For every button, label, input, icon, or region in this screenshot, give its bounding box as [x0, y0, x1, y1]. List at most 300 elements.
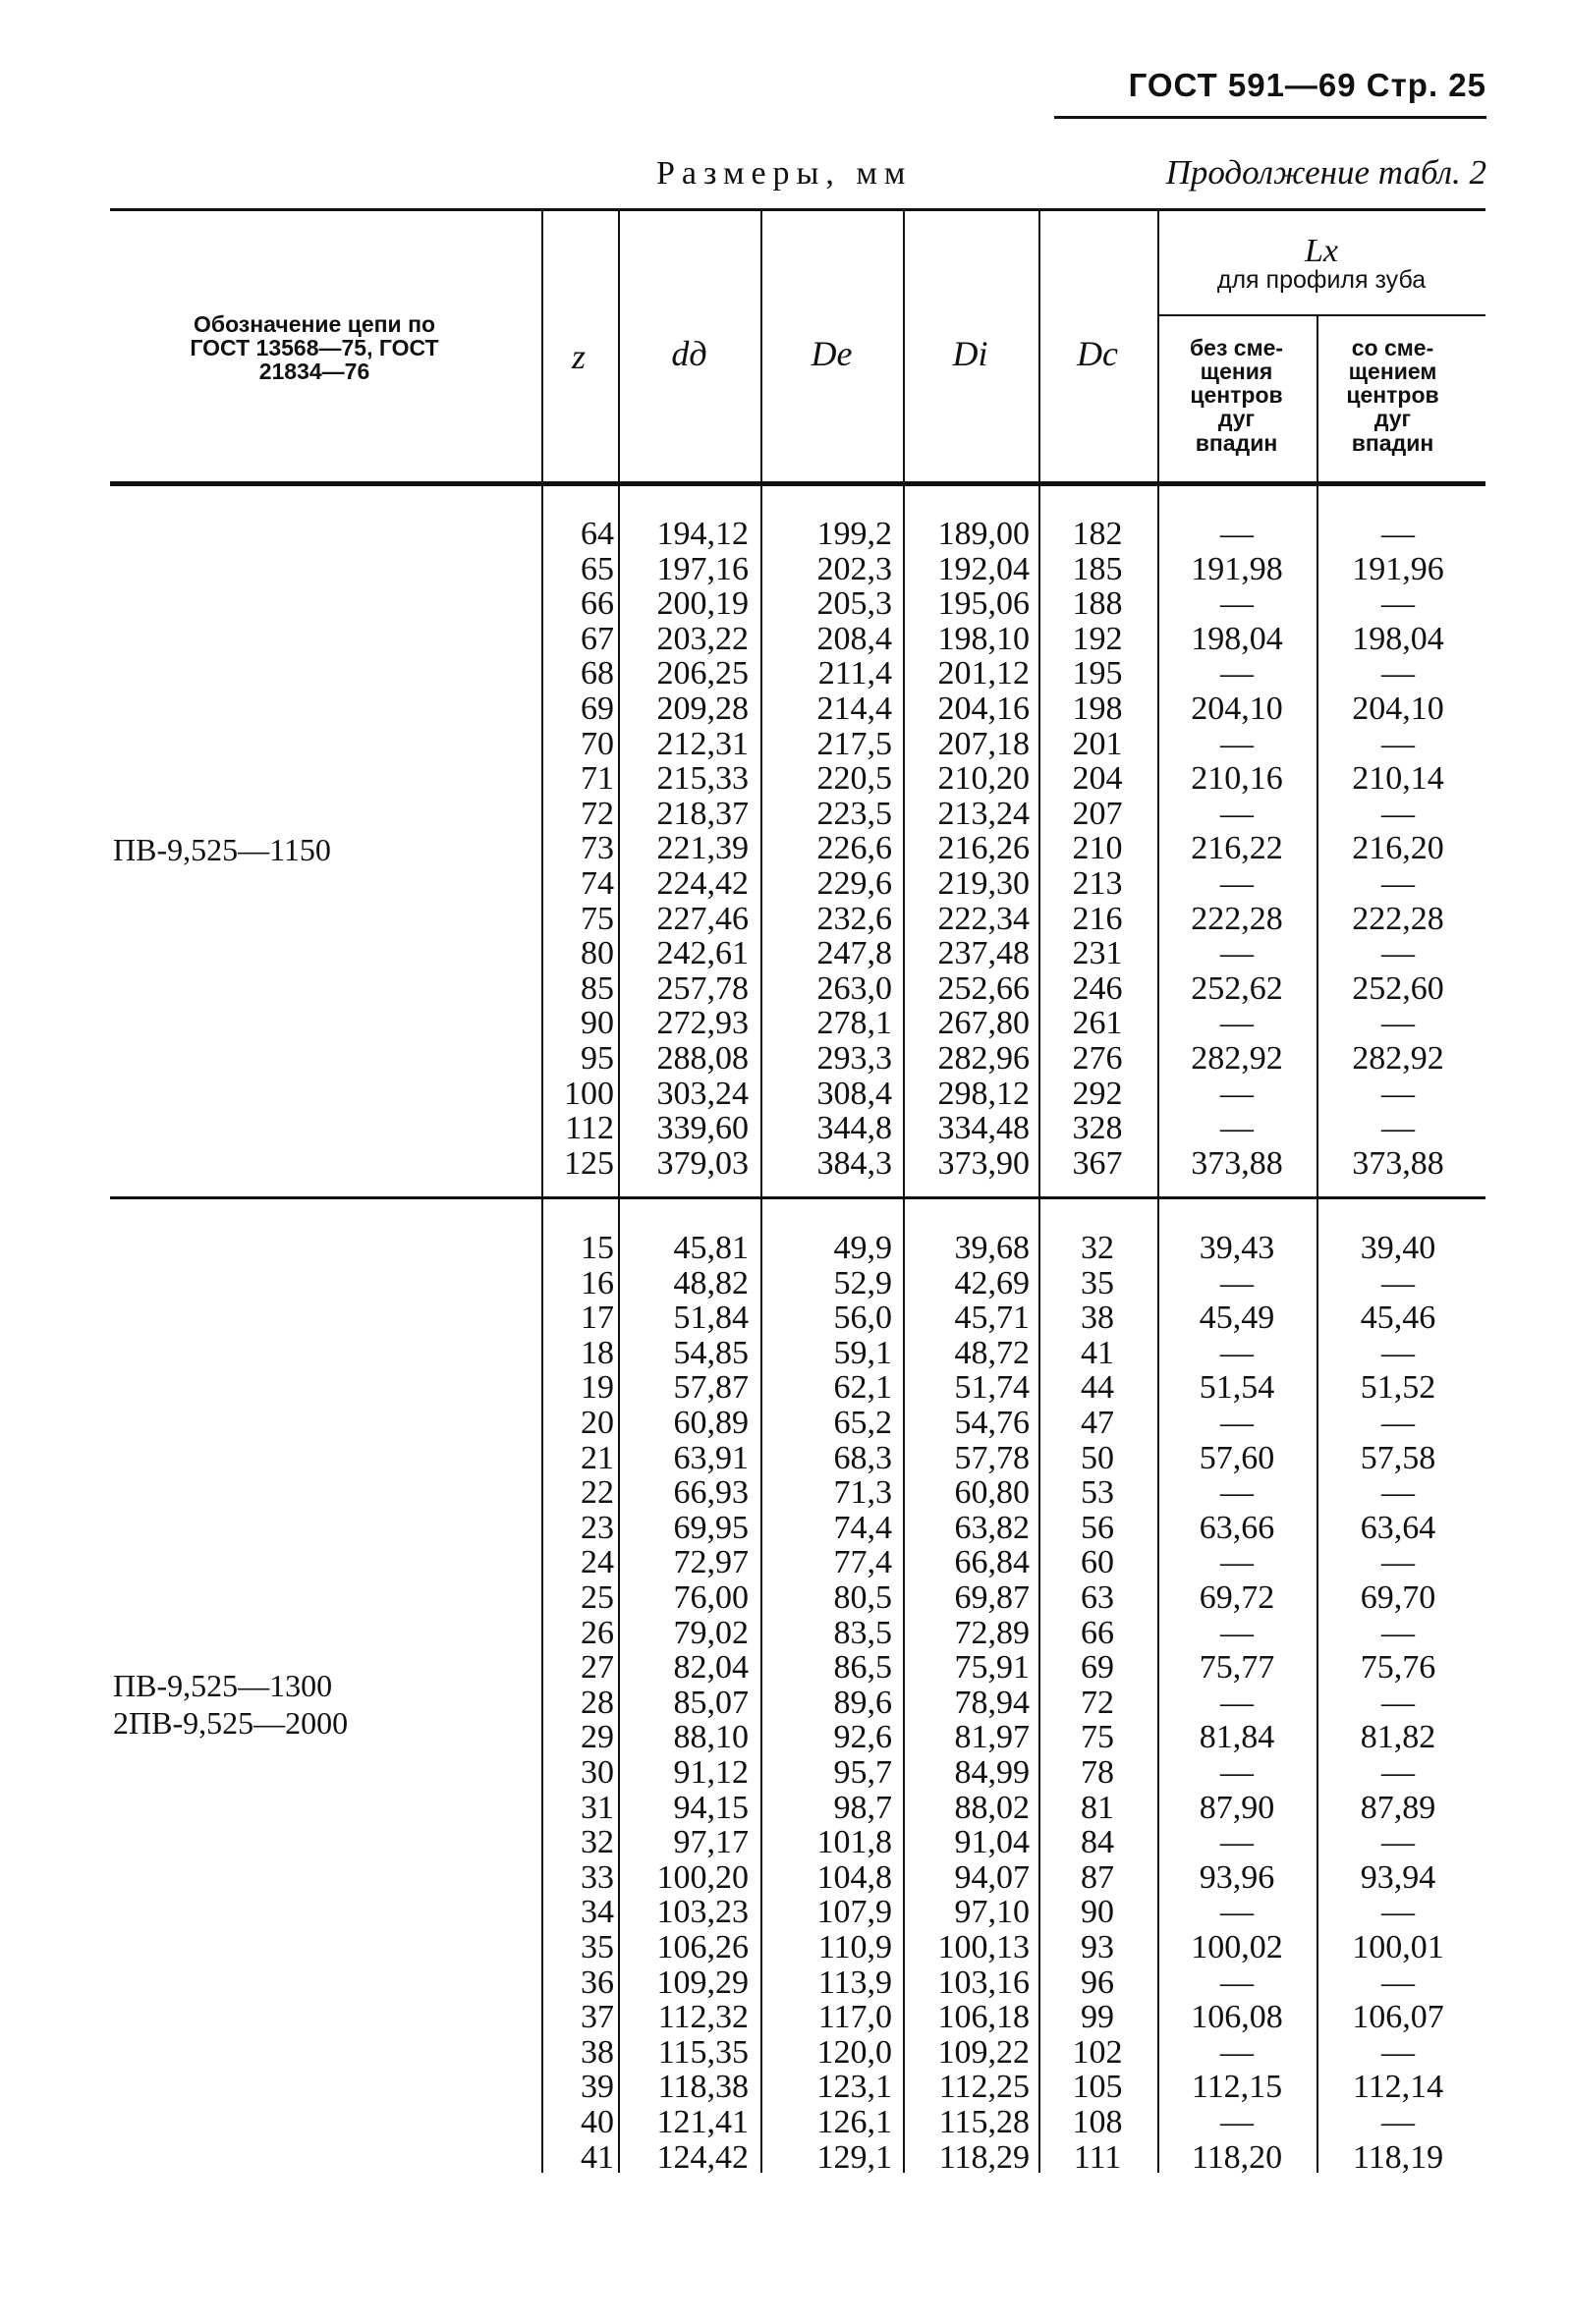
dd-header: dд — [671, 334, 707, 373]
cell-de: 278,1 — [816, 1005, 892, 1042]
cell-di: 100,13 — [937, 1929, 1030, 1965]
cell-lx-offset: — — [1381, 1474, 1415, 1512]
cell-dd: 339,60 — [656, 1110, 749, 1147]
cell-dc: 87 — [1081, 1858, 1114, 1896]
cell-lx-no-offset: 198,04 — [1191, 620, 1283, 657]
chain-designation: ПВ-9,525—1150 — [113, 832, 331, 868]
cell-lx-no-offset: — — [1220, 2033, 1254, 2071]
cell-lx-no-offset: — — [1220, 1894, 1254, 1931]
cell-lx-no-offset: 93,96 — [1199, 1858, 1275, 1896]
cell-di: 48,72 — [954, 1334, 1030, 1371]
cell-dd: 76,00 — [673, 1579, 749, 1616]
cell-dd: 218,37 — [656, 795, 749, 832]
cell-di: 39,68 — [954, 1230, 1030, 1266]
cell-z: 38 — [581, 2033, 614, 2071]
cell-lx-offset: 57,58 — [1360, 1439, 1436, 1476]
table-top-rule — [110, 208, 1485, 211]
cell-dc: 60 — [1081, 1544, 1114, 1581]
cell-lx-no-offset: 100,02 — [1191, 1929, 1283, 1965]
cell-dc: 105 — [1072, 2069, 1123, 2106]
cell-lx-no-offset: 39,43 — [1199, 1230, 1275, 1266]
cell-z: 100 — [564, 1075, 614, 1112]
cell-z: 69 — [581, 691, 614, 727]
cell-de: 229,6 — [816, 865, 892, 902]
di-header: Di — [952, 334, 988, 373]
cell-dd: 203,22 — [656, 620, 749, 657]
cell-di: 78,94 — [954, 1684, 1030, 1721]
cell-di: 201,12 — [937, 655, 1030, 692]
cell-lx-no-offset: — — [1220, 1334, 1254, 1371]
cell-de: 80,5 — [833, 1579, 892, 1616]
cell-di: 213,24 — [937, 795, 1030, 832]
cell-dd: 69,95 — [673, 1509, 749, 1546]
cell-z: 40 — [581, 2104, 614, 2140]
cell-di: 97,10 — [954, 1894, 1030, 1931]
cell-z: 19 — [581, 1369, 614, 1407]
cell-dd: 197,16 — [656, 550, 749, 587]
cell-dd: 206,25 — [656, 655, 749, 692]
cell-lx-no-offset: 222,28 — [1191, 900, 1283, 937]
cell-di: 106,18 — [937, 1999, 1030, 2036]
cell-lx-no-offset: 75,77 — [1199, 1649, 1275, 1687]
document-reference: ГОСТ 591—69 Стр. 25 — [1128, 67, 1486, 103]
cell-lx-no-offset: — — [1220, 1684, 1254, 1721]
cell-di: 222,34 — [937, 900, 1030, 937]
cell-z: 72 — [581, 795, 614, 832]
cell-dd: 88,10 — [673, 1719, 749, 1756]
cell-lx-offset: 100,01 — [1352, 1929, 1444, 1965]
cell-lx-no-offset: 106,08 — [1191, 1999, 1283, 2036]
cell-dd: 212,31 — [656, 725, 749, 762]
cell-dc: 56 — [1081, 1509, 1114, 1546]
cell-di: 109,22 — [937, 2033, 1030, 2071]
cell-dc: 66 — [1081, 1614, 1114, 1651]
cell-dd: 82,04 — [673, 1649, 749, 1687]
cell-dc: 35 — [1081, 1264, 1114, 1301]
cell-di: 207,18 — [937, 725, 1030, 762]
col-line-dc — [1038, 210, 1040, 2173]
cell-lx-no-offset: — — [1220, 1264, 1254, 1301]
cell-z: 26 — [581, 1614, 614, 1651]
cell-de: 49,9 — [833, 1230, 892, 1266]
cell-lx-offset: — — [1381, 1334, 1415, 1371]
cell-lx-offset: — — [1381, 655, 1415, 692]
cell-z: 37 — [581, 1999, 614, 2036]
cell-dc: 81 — [1081, 1789, 1114, 1826]
cell-dc: 38 — [1081, 1300, 1114, 1337]
cell-lx-no-offset: — — [1220, 1405, 1254, 1441]
cell-de: 92,6 — [833, 1719, 892, 1756]
cell-lx-offset: — — [1381, 1264, 1415, 1301]
cell-z: 29 — [581, 1719, 614, 1756]
cell-lx-no-offset: 81,84 — [1199, 1719, 1275, 1756]
cell-dc: 50 — [1081, 1439, 1114, 1476]
cell-dc: 108 — [1072, 2104, 1123, 2140]
cell-lx-no-offset: 210,16 — [1191, 760, 1283, 798]
cell-lx-offset: — — [1381, 1544, 1415, 1581]
cell-z: 67 — [581, 620, 614, 657]
cell-z: 33 — [581, 1858, 614, 1896]
cell-lx-offset: 204,10 — [1352, 691, 1444, 727]
cell-lx-offset: 191,96 — [1352, 550, 1444, 587]
cell-di: 198,10 — [937, 620, 1030, 657]
dc-header: Dс — [1077, 334, 1118, 373]
cell-di: 216,26 — [937, 830, 1030, 867]
cell-lx-no-offset: 57,60 — [1199, 1439, 1275, 1476]
cell-lx-offset: 87,89 — [1360, 1789, 1436, 1826]
cell-de: 74,4 — [833, 1509, 892, 1546]
cell-di: 219,30 — [937, 865, 1030, 902]
cell-lx-no-offset: — — [1220, 1964, 1254, 2001]
cell-dc: 111 — [1073, 2138, 1122, 2176]
cell-z: 71 — [581, 760, 614, 798]
cell-lx-no-offset: — — [1220, 865, 1254, 902]
cell-di: 88,02 — [954, 1789, 1030, 1826]
cell-dd: 115,35 — [657, 2033, 749, 2071]
cell-dc: 292 — [1072, 1075, 1123, 1112]
cell-lx-offset: — — [1381, 1405, 1415, 1441]
cell-dd: 54,85 — [673, 1334, 749, 1371]
cell-dc: 96 — [1081, 1964, 1114, 2001]
cell-di: 204,16 — [937, 691, 1030, 727]
cell-lx-no-offset: — — [1220, 2104, 1254, 2140]
cell-dd: 94,15 — [673, 1789, 749, 1826]
cell-de: 120,0 — [816, 2033, 892, 2071]
cell-lx-offset: 216,20 — [1352, 830, 1444, 867]
cell-di: 81,97 — [954, 1719, 1030, 1756]
cell-z: 41 — [581, 2138, 614, 2176]
cell-dc: 90 — [1081, 1894, 1114, 1931]
cell-dc: 69 — [1081, 1649, 1114, 1687]
cell-lx-offset: 118,19 — [1352, 2138, 1444, 2176]
cell-lx-offset: — — [1381, 2033, 1415, 2071]
cell-lx-offset: — — [1381, 865, 1415, 902]
cell-lx-offset: — — [1381, 795, 1415, 832]
cell-dd: 103,23 — [656, 1894, 749, 1931]
cell-dd: 57,87 — [673, 1369, 749, 1407]
cell-di: 57,78 — [954, 1439, 1030, 1476]
cell-lx-offset: — — [1381, 1894, 1415, 1931]
cell-dd: 63,91 — [673, 1439, 749, 1476]
cell-lx-offset: 282,92 — [1352, 1040, 1444, 1077]
cell-dd: 85,07 — [673, 1684, 749, 1721]
cell-z: 35 — [581, 1929, 614, 1965]
cell-lx-no-offset: 204,10 — [1191, 691, 1283, 727]
cell-de: 110,9 — [817, 1929, 892, 1965]
cell-de: 293,3 — [816, 1040, 892, 1077]
cell-dd: 194,12 — [656, 516, 749, 552]
cell-lx-offset: — — [1381, 725, 1415, 762]
cell-lx-offset: — — [1381, 1824, 1415, 1861]
cell-dd: 51,84 — [673, 1300, 749, 1337]
cell-de: 107,9 — [816, 1894, 892, 1931]
cell-lx-no-offset: 45,49 — [1199, 1300, 1275, 1337]
cell-lx-no-offset: — — [1220, 655, 1254, 692]
cell-di: 298,12 — [937, 1075, 1030, 1112]
cell-dd: 100,20 — [656, 1858, 749, 1896]
cell-lx-offset: — — [1381, 1754, 1415, 1791]
cell-dc: 72 — [1081, 1684, 1114, 1721]
cell-de: 263,0 — [816, 969, 892, 1007]
cell-z: 112 — [565, 1110, 614, 1147]
cell-dd: 45,81 — [673, 1230, 749, 1266]
cell-lx-offset: — — [1381, 1684, 1415, 1721]
cell-dd: 112,32 — [657, 1999, 749, 2036]
cell-di: 115,28 — [938, 2104, 1030, 2140]
units-label: Размеры, мм — [656, 155, 913, 192]
cell-di: 267,80 — [937, 1005, 1030, 1042]
cell-dc: 185 — [1072, 550, 1123, 587]
cell-de: 95,7 — [833, 1754, 892, 1791]
cell-z: 16 — [581, 1264, 614, 1301]
cell-dc: 195 — [1072, 655, 1123, 692]
cell-de: 68,3 — [833, 1439, 892, 1476]
cell-de: 126,1 — [816, 2104, 892, 2140]
header-bottom-rule — [110, 481, 1485, 486]
cell-de: 104,8 — [816, 1858, 892, 1896]
cell-lx-no-offset: — — [1220, 795, 1254, 832]
cell-lx-no-offset: — — [1220, 1614, 1254, 1651]
cell-dc: 213 — [1072, 865, 1123, 902]
cell-z: 15 — [581, 1230, 614, 1266]
cell-de: 56,0 — [833, 1300, 892, 1337]
cell-lx-offset: — — [1381, 935, 1415, 972]
designation-header: Обозначение цепи по ГОСТ 13568—75, ГОСТ 21834—76 — [190, 311, 439, 385]
cell-dd: 257,78 — [656, 969, 749, 1007]
cell-lx-no-offset: 63,66 — [1199, 1509, 1275, 1546]
cell-lx-no-offset: 282,92 — [1191, 1040, 1283, 1077]
cell-z: 27 — [581, 1649, 614, 1687]
col-line-di — [903, 210, 905, 2173]
cell-lx-no-offset: 252,62 — [1191, 969, 1283, 1007]
cell-z: 85 — [581, 969, 614, 1007]
cell-z: 34 — [581, 1894, 614, 1931]
cell-z: 28 — [581, 1684, 614, 1721]
chain-designation: 2ПВ-9,525—2000 — [113, 1704, 349, 1741]
cell-lx-no-offset: 191,98 — [1191, 550, 1283, 587]
cell-lx-no-offset: — — [1220, 935, 1254, 972]
cell-dd: 303,24 — [656, 1075, 749, 1112]
cell-dc: 32 — [1081, 1230, 1114, 1266]
cell-lx-offset: 81,82 — [1360, 1719, 1436, 1756]
cell-z: 125 — [564, 1144, 614, 1182]
cell-lx-no-offset: — — [1220, 1824, 1254, 1861]
lx-header: Lx — [1305, 233, 1338, 269]
cell-lx-no-offset: 51,54 — [1199, 1369, 1275, 1407]
cell-di: 118,29 — [938, 2138, 1030, 2176]
cell-lx-offset: 112,14 — [1352, 2069, 1444, 2106]
cell-dd: 221,39 — [656, 830, 749, 867]
cell-dc: 102 — [1072, 2033, 1123, 2071]
cell-de: 77,4 — [833, 1544, 892, 1581]
cell-dd: 200,19 — [656, 585, 749, 623]
cell-dd: 215,33 — [656, 760, 749, 798]
cell-z: 22 — [581, 1474, 614, 1512]
cell-lx-no-offset: — — [1220, 585, 1254, 623]
cell-dc: 188 — [1072, 585, 1123, 623]
cell-z: 18 — [581, 1334, 614, 1371]
cell-lx-no-offset: — — [1220, 1110, 1254, 1147]
cell-di: 112,25 — [938, 2069, 1030, 2106]
cell-di: 42,69 — [954, 1264, 1030, 1301]
cell-dd: 79,02 — [673, 1614, 749, 1651]
cell-di: 72,89 — [954, 1614, 1030, 1651]
cell-z: 20 — [581, 1405, 614, 1441]
cell-z: 68 — [581, 655, 614, 692]
cell-dc: 216 — [1072, 900, 1123, 937]
cell-lx-no-offset: 216,22 — [1191, 830, 1283, 867]
cell-lx-no-offset: — — [1220, 516, 1254, 552]
group-separator-rule — [110, 1196, 1485, 1199]
cell-de: 208,4 — [816, 620, 892, 657]
cell-dd: 97,17 — [673, 1824, 749, 1861]
cell-lx-offset: 198,04 — [1352, 620, 1444, 657]
cell-lx-no-offset: — — [1220, 725, 1254, 762]
cell-de: 89,6 — [833, 1684, 892, 1721]
cell-lx-offset: — — [1381, 516, 1415, 552]
col-line-de — [760, 210, 762, 2173]
cell-lx-no-offset: — — [1220, 1544, 1254, 1581]
cell-de: 223,5 — [816, 795, 892, 832]
cell-dc: 44 — [1081, 1369, 1114, 1407]
cell-de: 86,5 — [833, 1649, 892, 1687]
lx-no-offset-header: без сме- щения центров дуг впадин — [1189, 335, 1284, 456]
cell-di: 210,20 — [937, 760, 1030, 798]
cell-di: 94,07 — [954, 1858, 1030, 1896]
lx-divider-rule — [1159, 314, 1485, 316]
cell-dc: 231 — [1072, 935, 1123, 972]
cell-lx-offset: 45,46 — [1360, 1300, 1436, 1337]
cell-dc: 201 — [1072, 725, 1123, 762]
cell-z: 25 — [581, 1579, 614, 1616]
cell-z: 64 — [581, 516, 614, 552]
cell-lx-no-offset: 69,72 — [1199, 1579, 1275, 1616]
cell-dc: 276 — [1072, 1040, 1123, 1077]
cell-de: 220,5 — [816, 760, 892, 798]
cell-di: 334,48 — [937, 1110, 1030, 1147]
cell-z: 32 — [581, 1824, 614, 1861]
cell-dd: 121,41 — [656, 2104, 749, 2140]
cell-lx-no-offset: — — [1220, 1005, 1254, 1042]
cell-lx-offset: — — [1381, 2104, 1415, 2140]
cell-lx-no-offset: — — [1220, 1075, 1254, 1112]
cell-dd: 118,38 — [657, 2069, 749, 2106]
cell-dd: 288,08 — [656, 1040, 749, 1077]
cell-lx-offset: — — [1381, 585, 1415, 623]
cell-dd: 48,82 — [673, 1264, 749, 1301]
cell-lx-no-offset: — — [1220, 1754, 1254, 1791]
cell-z: 65 — [581, 550, 614, 587]
cell-dc: 93 — [1081, 1929, 1114, 1965]
cell-dd: 124,42 — [656, 2138, 749, 2176]
cell-z: 24 — [581, 1544, 614, 1581]
cell-lx-no-offset: 112,15 — [1191, 2069, 1283, 2106]
cell-de: 123,1 — [816, 2069, 892, 2106]
cell-de: 52,9 — [833, 1264, 892, 1301]
col-line-dd — [618, 210, 620, 2173]
cell-dc: 246 — [1072, 969, 1123, 1007]
cell-dc: 84 — [1081, 1824, 1114, 1861]
cell-dc: 261 — [1072, 1005, 1123, 1042]
cell-dc: 204 — [1072, 760, 1123, 798]
cell-lx-offset: — — [1381, 1075, 1415, 1112]
cell-dd: 242,61 — [656, 935, 749, 972]
cell-lx-offset: — — [1381, 1964, 1415, 2001]
cell-di: 195,06 — [937, 585, 1030, 623]
cell-di: 75,91 — [954, 1649, 1030, 1687]
cell-z: 90 — [581, 1005, 614, 1042]
cell-dd: 224,42 — [656, 865, 749, 902]
cell-de: 199,2 — [816, 516, 892, 552]
cell-de: 217,5 — [816, 725, 892, 762]
cell-z: 31 — [581, 1789, 614, 1826]
cell-dc: 182 — [1072, 516, 1123, 552]
cell-dc: 99 — [1081, 1999, 1114, 2036]
cell-dd: 91,12 — [673, 1754, 749, 1791]
cell-lx-offset: — — [1381, 1110, 1415, 1147]
cell-di: 84,99 — [954, 1754, 1030, 1791]
cell-z: 80 — [581, 935, 614, 972]
cell-dd: 379,03 — [656, 1144, 749, 1182]
cell-de: 129,1 — [816, 2138, 892, 2176]
cell-lx-offset: 106,07 — [1352, 1999, 1444, 2036]
cell-z: 95 — [581, 1040, 614, 1077]
cell-de: 214,4 — [816, 691, 892, 727]
cell-lx-no-offset: 87,90 — [1199, 1789, 1275, 1826]
cell-dd: 72,97 — [673, 1544, 749, 1581]
cell-dd: 272,93 — [656, 1005, 749, 1042]
cell-z: 73 — [581, 830, 614, 867]
cell-de: 71,3 — [833, 1474, 892, 1512]
cell-de: 65,2 — [833, 1405, 892, 1441]
cell-z: 17 — [581, 1300, 614, 1337]
cell-de: 308,4 — [816, 1075, 892, 1112]
cell-z: 74 — [581, 865, 614, 902]
cell-de: 117,0 — [817, 1999, 892, 2036]
cell-dc: 198 — [1072, 691, 1123, 727]
cell-dc: 210 — [1072, 830, 1123, 867]
cell-de: 211,4 — [817, 655, 892, 692]
cell-dc: 63 — [1081, 1579, 1114, 1616]
cell-lx-offset: — — [1381, 1005, 1415, 1042]
cell-di: 373,90 — [937, 1144, 1030, 1182]
cell-lx-offset: — — [1381, 1614, 1415, 1651]
cell-di: 63,82 — [954, 1509, 1030, 1546]
cell-dc: 207 — [1072, 795, 1123, 832]
cell-di: 237,48 — [937, 935, 1030, 972]
cell-z: 39 — [581, 2069, 614, 2106]
cell-de: 101,8 — [816, 1824, 892, 1861]
cell-z: 36 — [581, 1964, 614, 2001]
cell-di: 192,04 — [937, 550, 1030, 587]
cell-lx-offset: 69,70 — [1360, 1579, 1436, 1616]
cell-dc: 192 — [1072, 620, 1123, 657]
cell-z: 23 — [581, 1509, 614, 1546]
cell-dd: 109,29 — [656, 1964, 749, 2001]
cell-de: 226,6 — [816, 830, 892, 867]
chain-designation: ПВ-9,525—1300 — [113, 1667, 333, 1703]
cell-di: 189,00 — [937, 516, 1030, 552]
cell-dc: 47 — [1081, 1405, 1114, 1441]
cell-lx-offset: 51,52 — [1360, 1369, 1436, 1407]
cell-lx-offset: 222,28 — [1352, 900, 1444, 937]
cell-dc: 75 — [1081, 1719, 1114, 1756]
cell-di: 60,80 — [954, 1474, 1030, 1512]
cell-z: 66 — [581, 585, 614, 623]
cell-dc: 53 — [1081, 1474, 1114, 1512]
cell-di: 54,76 — [954, 1405, 1030, 1441]
cell-di: 103,16 — [937, 1964, 1030, 2001]
